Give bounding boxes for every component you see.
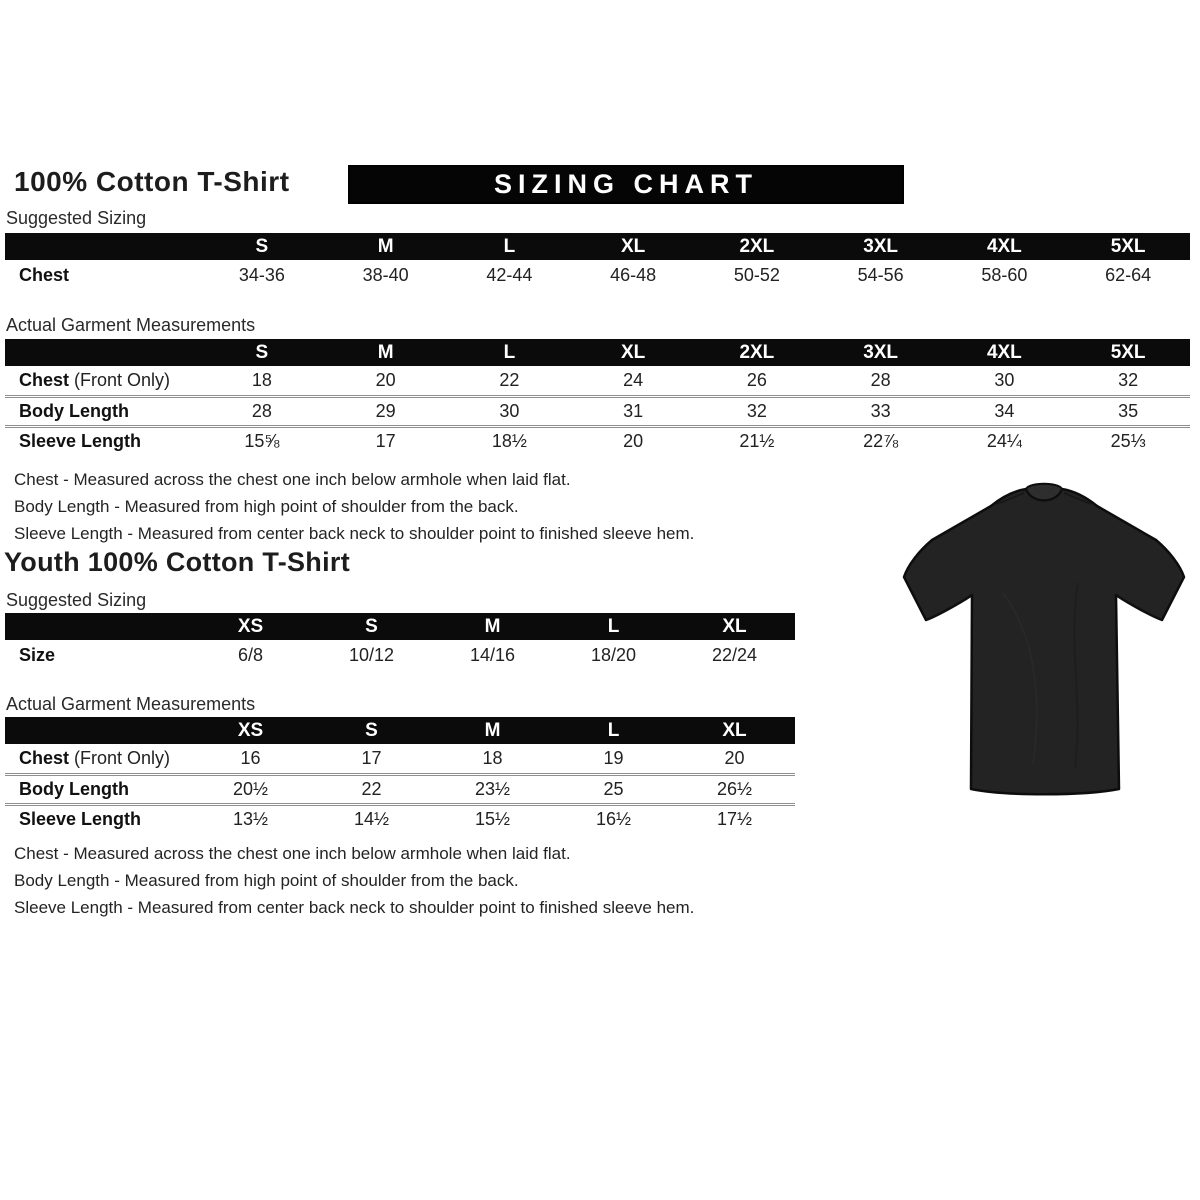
youth-suggested-sizing-table — [5, 613, 795, 670]
measurement-value: 22/24 — [711, 644, 758, 665]
size-column-header: 3XL — [819, 339, 943, 366]
size-column-header: XL — [674, 613, 795, 640]
measurement-value: 29 — [324, 396, 448, 426]
measurement-value: 16½ — [595, 809, 632, 830]
measurement-value: 24¼ — [986, 431, 1022, 452]
row-label: Sleeve Length — [19, 431, 142, 452]
adult-actual-measurements-table — [5, 339, 1190, 456]
size-column-header: 5XL — [1066, 339, 1190, 366]
measurement-value: 30 — [448, 396, 572, 426]
measurement-value: 32 — [1066, 366, 1190, 396]
size-column-header: M — [432, 717, 553, 744]
measurement-value: 22⅞ — [863, 431, 899, 452]
measurement-value: 24 — [571, 366, 695, 396]
size-column-header: XS — [190, 613, 311, 640]
size-column-header: S — [311, 613, 432, 640]
size-column-header: L — [553, 717, 674, 744]
size-column-header: XS — [190, 717, 311, 744]
table-row — [5, 366, 1190, 396]
youth-actual-measurements-table — [5, 717, 795, 834]
measurement-value: 20 — [623, 431, 644, 452]
measurement-value: 20 — [324, 366, 448, 396]
measurement-value: 17½ — [716, 809, 753, 830]
size-column-header: M — [324, 233, 448, 260]
measurement-value: 10/12 — [348, 644, 395, 665]
table-row — [5, 426, 1190, 456]
measurement-value: 6/8 — [237, 644, 264, 665]
measurement-value: 13½ — [232, 809, 269, 830]
header-row — [5, 717, 795, 744]
measurement-value: 31 — [571, 396, 695, 426]
adult-note-sleeve-length: Sleeve Length - Measured from center back neck to shoulder point to finished sleeve hem. — [14, 524, 695, 543]
measurement-value: 38-40 — [362, 264, 409, 285]
row-label: Size — [19, 644, 56, 665]
size-column-header: XL — [571, 233, 695, 260]
measurement-value: 17 — [311, 744, 432, 774]
row-label: Chest (Front Only) — [5, 744, 190, 774]
measurement-value: 18½ — [491, 431, 527, 452]
measurement-value: 26½ — [674, 774, 795, 804]
corner-cell — [5, 613, 190, 640]
size-column-header: L — [553, 613, 674, 640]
measurement-value: 20½ — [190, 774, 311, 804]
table-row — [5, 260, 1190, 290]
row-label: Chest (Front Only) — [5, 366, 200, 396]
size-column-header: 2XL — [695, 339, 819, 366]
youth-suggested-sizing-label: Suggested Sizing — [6, 590, 147, 610]
row-label: Chest — [19, 264, 70, 285]
measurement-value: 26 — [695, 366, 819, 396]
measurement-value: 19 — [553, 744, 674, 774]
adult-note-body-length: Body Length - Measured from high point of shoulder from the back. — [14, 497, 519, 516]
row-label: Body Length — [5, 396, 200, 426]
corner-cell — [5, 233, 200, 260]
measurement-value: 46-48 — [610, 264, 657, 285]
size-column-header: M — [432, 613, 553, 640]
row-label: Sleeve Length — [19, 809, 142, 830]
measurement-value: 50-52 — [733, 264, 780, 285]
youth-measurement-notes — [14, 840, 694, 921]
measurement-value: 34-36 — [238, 264, 285, 285]
table-row — [5, 396, 1190, 426]
size-column-header: XL — [674, 717, 795, 744]
measurement-value: 35 — [1066, 396, 1190, 426]
size-column-header: S — [200, 339, 324, 366]
table-row — [5, 774, 795, 804]
adult-measurement-notes — [14, 466, 694, 547]
size-column-header: L — [448, 339, 572, 366]
adult-suggested-sizing-label: Suggested Sizing — [6, 208, 147, 228]
size-column-header: 5XL — [1066, 233, 1190, 260]
adult-actual-measurements-label: Actual Garment Measurements — [6, 315, 256, 335]
black-tshirt-image — [893, 473, 1195, 813]
measurement-value: 58-60 — [981, 264, 1028, 285]
measurement-value: 17 — [375, 431, 396, 452]
table-row — [5, 804, 795, 834]
table-row — [5, 744, 795, 774]
header-row — [5, 233, 1190, 260]
size-column-header: S — [200, 233, 324, 260]
measurement-value: 54-56 — [857, 264, 904, 285]
measurement-value: 34 — [943, 396, 1067, 426]
measurement-value: 62-64 — [1105, 264, 1152, 285]
youth-section-title: Youth 100% Cotton T-Shirt — [4, 547, 350, 577]
measurement-value: 28 — [200, 396, 324, 426]
size-column-header: 2XL — [695, 233, 819, 260]
measurement-value: 18 — [432, 744, 553, 774]
measurement-value: 21½ — [739, 431, 775, 452]
measurement-value: 20 — [674, 744, 795, 774]
size-column-header: L — [448, 233, 572, 260]
measurement-value: 25⅓ — [1110, 431, 1146, 452]
size-column-header: 3XL — [819, 233, 943, 260]
size-column-header: 4XL — [943, 339, 1067, 366]
youth-actual-measurements-label: Actual Garment Measurements — [6, 694, 256, 714]
row-label: Body Length — [5, 774, 190, 804]
size-column-header: M — [324, 339, 448, 366]
measurement-value: 18/20 — [590, 644, 637, 665]
size-column-header: S — [311, 717, 432, 744]
measurement-value: 42-44 — [486, 264, 533, 285]
sizing-chart-banner — [348, 165, 904, 204]
header-row — [5, 339, 1190, 366]
adult-note-chest: Chest - Measured across the chest one inch below armhole when laid flat. — [14, 470, 571, 489]
youth-note-chest: Chest - Measured across the chest one inch below armhole when laid flat. — [14, 844, 571, 863]
measurement-value: 30 — [943, 366, 1067, 396]
measurement-value: 15½ — [474, 809, 511, 830]
measurement-value: 23½ — [432, 774, 553, 804]
corner-cell — [5, 339, 200, 366]
measurement-value: 22 — [448, 366, 572, 396]
sizing-chart-banner-label: SIZING CHART — [494, 169, 758, 199]
corner-cell — [5, 717, 190, 744]
header-row — [5, 613, 795, 640]
measurement-value: 28 — [819, 366, 943, 396]
table-row — [5, 640, 795, 670]
adult-section-title: 100% Cotton T-Shirt — [14, 166, 290, 197]
measurement-value: 25 — [553, 774, 674, 804]
size-column-header: XL — [571, 339, 695, 366]
measurement-value: 14½ — [353, 809, 390, 830]
measurement-value: 14/16 — [469, 644, 516, 665]
measurement-value: 32 — [695, 396, 819, 426]
measurement-value: 16 — [190, 744, 311, 774]
black-tshirt-svg — [893, 473, 1195, 813]
measurement-value: 18 — [200, 366, 324, 396]
youth-note-body-length: Body Length - Measured from high point of shoulder from the back. — [14, 871, 519, 890]
adult-suggested-sizing-table — [5, 233, 1190, 290]
measurement-value: 22 — [311, 774, 432, 804]
measurement-value: 33 — [819, 396, 943, 426]
youth-note-sleeve-length: Sleeve Length - Measured from center back neck to shoulder point to finished sleeve hem. — [14, 898, 695, 917]
measurement-value: 15⅝ — [244, 431, 280, 452]
size-column-header: 4XL — [943, 233, 1067, 260]
